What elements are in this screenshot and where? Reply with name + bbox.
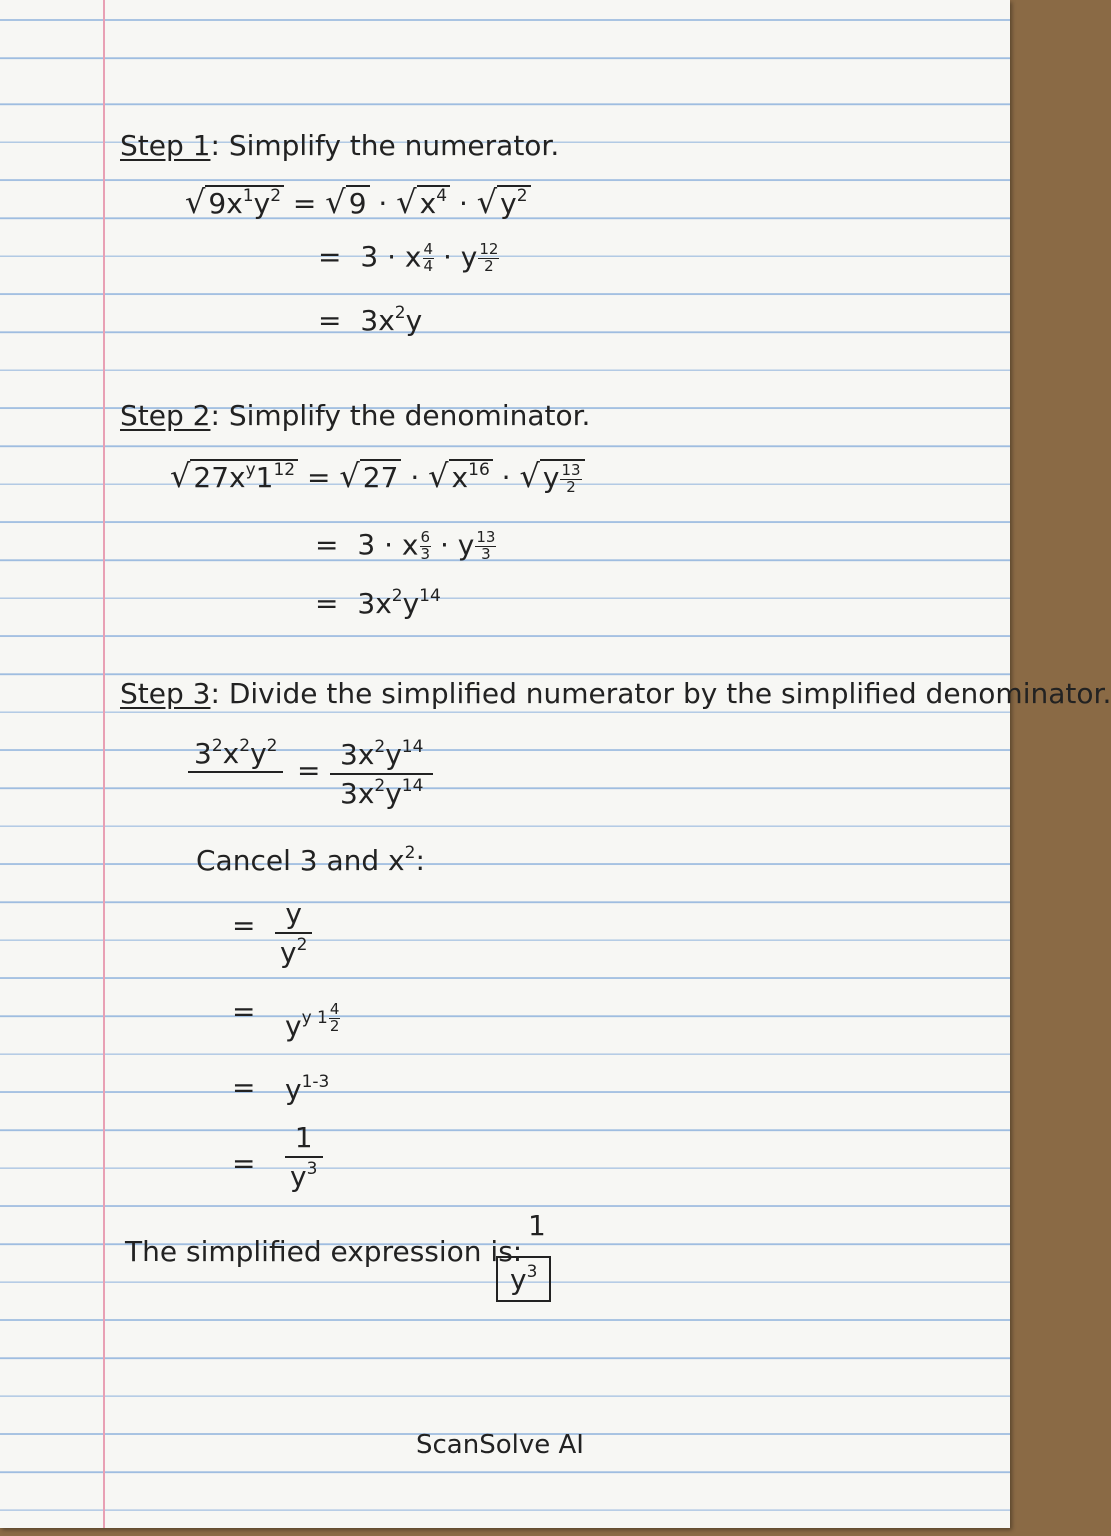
step1-label: Step 1 (120, 129, 211, 162)
step2-sqrt27: √ 27 (339, 460, 401, 492)
step2-line3: = $3x^2y^{14}$ (315, 586, 441, 620)
step2-heading: Step 2: Simplify the denominator. (120, 399, 591, 432)
step2-line2: = 3 · x $\frac{6}{3}$ · y $\frac{13}{3}$ (315, 528, 496, 563)
step1-line2: = 3 · x $\frac{4}{4}$ · y $\frac{12}{2}$ (318, 240, 499, 275)
r3-expr: $y^{1-3}$ (285, 1072, 330, 1106)
r3-eq: = (232, 1071, 256, 1104)
step3-heading: Step 3: Divide the simplified numerator by the simplified denominator. (120, 677, 1111, 710)
r1-fraction: $\frac{y}{y^2}$ (270, 898, 317, 969)
step1-line1: √ $9x^1y^2$ = √ 9 · √ $x^4$ · √ $y^2$ (185, 186, 531, 218)
step1-radical: √ $9x^1y^2$ (185, 186, 284, 218)
step2-sqrty: √ y $\frac{13}{2}$ (519, 460, 584, 495)
step3-title: Divide the simplified numerator by the simplified denominator. (228, 677, 1111, 710)
step1-heading (120, 129, 560, 162)
step2-title: Simplify the denominator. (228, 399, 591, 432)
r2-expr: $y^{y 1 \frac{4}{2}}$ (285, 1000, 340, 1043)
step1-title: Simplify the numerator. (228, 129, 560, 162)
r1-eq: = (232, 909, 256, 942)
step3-cancel: Cancel 3 and $x^2$: (196, 843, 425, 877)
r2-eq: = (232, 995, 256, 1028)
step1-sqrty2: √ $y^2$ (477, 186, 531, 218)
step3-rhs-den: $3x^2y^{14}$ (340, 776, 424, 811)
step3-label: Step 3 (120, 677, 211, 710)
step3-rhs-fraction (330, 738, 433, 810)
step1-colon: : (210, 129, 220, 162)
step2-sqrtx16: √ $x^{16}$ (428, 460, 493, 492)
step2-radical: √ $27x^y1^{12}$ (170, 460, 298, 492)
r4-fraction: $\frac{1}{y^3}$ (280, 1122, 327, 1193)
brand-signature: ScanSolve AI (416, 1430, 584, 1460)
result-box: $y^3$ (496, 1256, 551, 1302)
step1-sqrt9: √ 9 (325, 186, 369, 218)
step2-label: Step 2 (120, 399, 211, 432)
result-text: The simplified expression is: (125, 1235, 523, 1268)
r4-eq: = (232, 1147, 256, 1180)
step1-line3: = $3x^2y$ (318, 303, 423, 337)
step3-rhs-num: $3x^2y^{14}$ (330, 738, 433, 775)
step3-eq: = (297, 754, 321, 787)
step3-lhs: $3^2x^2y^2$ (188, 738, 283, 773)
step2-line1: √ $27x^y1^{12}$ = √ 27 · √ $x^{16}$ · √ y $\frac{13}{2}$ (170, 460, 585, 495)
step1-sqrtx4: √ $x^4$ (396, 186, 450, 218)
result-num: 1 (528, 1209, 546, 1242)
margin-line (103, 0, 105, 1528)
